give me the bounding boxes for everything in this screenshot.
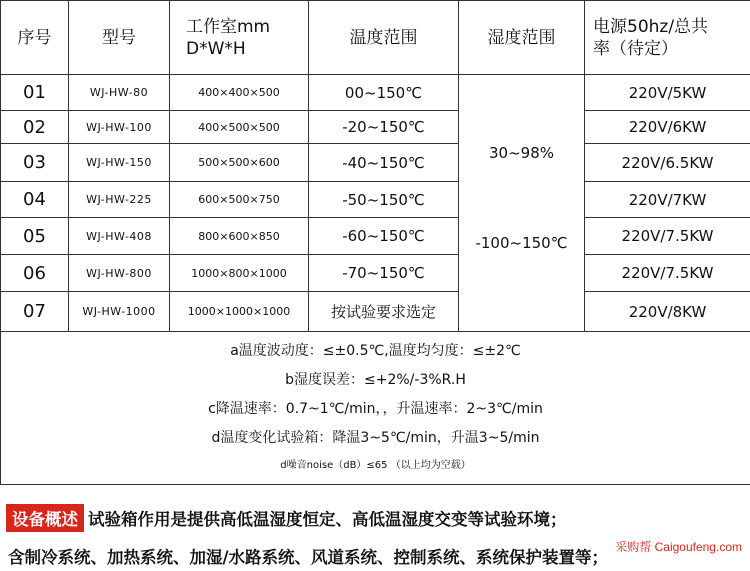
notes-row [1, 332, 750, 485]
row-model: WJ-HW-800 [69, 255, 170, 292]
header-chamber-line1: 工作室mm [186, 16, 271, 37]
row-no: 05 [1, 218, 69, 255]
row-dims: 400×400×500 [170, 75, 309, 111]
table-row [1, 255, 750, 292]
row-no: 02 [1, 111, 69, 144]
header-power-line1: 电源50hz/总共 [593, 16, 709, 37]
table-row [1, 144, 750, 182]
humidity-value1: 30~98% [489, 144, 554, 162]
header-chamber-line2: D*W*H [186, 38, 246, 59]
table-row [1, 111, 750, 144]
watermark: 采购帮 Caigoufeng.com [615, 540, 742, 554]
header-model: 型号 [69, 1, 170, 75]
table-row [1, 182, 750, 218]
row-power: 220V/7.5KW [585, 218, 750, 255]
header-chamber [170, 1, 309, 75]
table-row [1, 292, 750, 332]
notes-cell [1, 332, 750, 485]
header-power-line2: 率（待定） [593, 38, 678, 59]
row-temp: 00~150℃ [309, 75, 459, 111]
note-c: c降温速率：0.7~1℃/min，，升温速率：2~3℃/min [208, 401, 543, 417]
row-power: 220V/6.5KW [585, 144, 750, 182]
row-dims: 1000×800×1000 [170, 255, 309, 292]
row-power: 220V/8KW [585, 292, 750, 332]
humidity-cell [459, 75, 585, 332]
systems-line: 含制冷系统、加热系统、加湿/水路系统、风道系统、控制系统、系统保护装置等； [8, 548, 609, 567]
overview-line [6, 504, 750, 532]
header-no: 序号 [1, 1, 69, 75]
row-dims: 1000×1000×1000 [170, 292, 309, 332]
humidity-value2: -100~150℃ [475, 234, 568, 252]
row-model: WJ-HW-80 [69, 75, 170, 111]
row-dims: 800×600×850 [170, 218, 309, 255]
overview-badge: 设备概述 [6, 504, 84, 532]
table-row [1, 218, 750, 255]
overview-text: 试验箱作用是提供高低温湿度恒定、高低温湿度交变等试验环境； [88, 510, 567, 529]
row-no: 07 [1, 292, 69, 332]
note-a: a温度波动度：≤±0.5℃,温度均匀度：≤±2℃ [230, 343, 521, 359]
row-temp: -50~150℃ [309, 182, 459, 218]
row-model: WJ-HW-1000 [69, 292, 170, 332]
row-no: 06 [1, 255, 69, 292]
row-model: WJ-HW-408 [69, 218, 170, 255]
row-power: 220V/6KW [585, 111, 750, 144]
row-dims: 600×500×750 [170, 182, 309, 218]
row-power: 220V/5KW [585, 75, 750, 111]
row-power: 220V/7.5KW [585, 255, 750, 292]
row-model: WJ-HW-225 [69, 182, 170, 218]
row-no: 01 [1, 75, 69, 111]
header-row [1, 1, 750, 75]
table-row [1, 75, 750, 111]
row-model: WJ-HW-100 [69, 111, 170, 144]
row-temp: -70~150℃ [309, 255, 459, 292]
row-temp: -40~150℃ [309, 144, 459, 182]
row-no: 04 [1, 182, 69, 218]
note-b: b湿度误差：≤+2%/-3%R.H [285, 372, 466, 388]
row-no: 03 [1, 144, 69, 182]
note-d: d温度变化试验箱：降温3~5℃/min，升温3~5/min [211, 430, 540, 446]
row-temp: -20~150℃ [309, 111, 459, 144]
note-noise: d噪音noise（dB）≤65 （以上均为空载） [280, 460, 471, 471]
row-dims: 500×500×600 [170, 144, 309, 182]
header-hum: 湿度范围 [459, 1, 585, 75]
row-temp: 按试验要求选定 [309, 292, 459, 332]
header-power [585, 1, 750, 75]
row-power: 220V/7KW [585, 182, 750, 218]
header-temp: 温度范围 [309, 1, 459, 75]
row-model: WJ-HW-150 [69, 144, 170, 182]
row-temp: -60~150℃ [309, 218, 459, 255]
row-dims: 400×500×500 [170, 111, 309, 144]
